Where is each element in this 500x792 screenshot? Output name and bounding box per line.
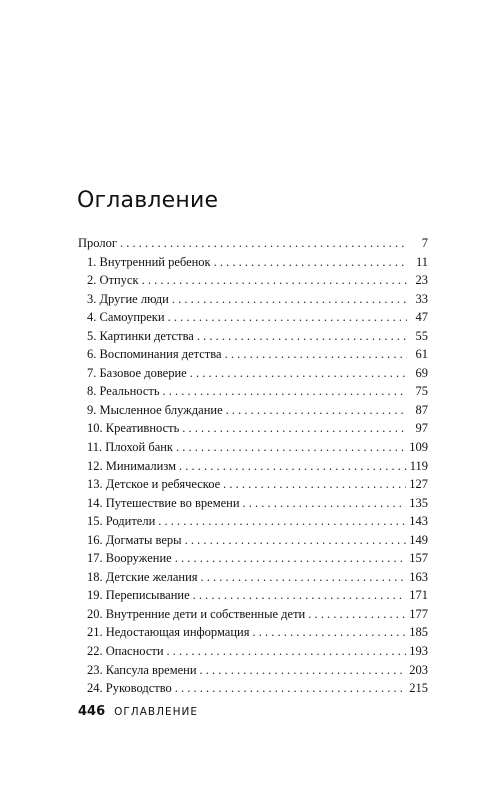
toc-entry-label: 20. Внутренние дети и собственные дети (87, 606, 306, 621)
dot-leader (175, 681, 406, 696)
dot-leader (193, 588, 407, 603)
dot-leader (167, 644, 407, 659)
toc-entry-label: 5. Картинки детства (87, 328, 194, 343)
toc-entry (78, 255, 428, 274)
toc-entry (78, 514, 428, 533)
dot-leader (142, 273, 407, 288)
toc-entry-page: 149 (409, 532, 428, 547)
toc-entry-page: 23 (415, 273, 428, 288)
toc-entry-label: 8. Реальность (87, 384, 160, 399)
toc-entry-page: 171 (409, 588, 428, 603)
toc-entry (78, 421, 428, 440)
footer-page-number: 446 (78, 704, 106, 719)
toc-entry-label: 21. Недостающая информация (87, 625, 250, 640)
toc-entry-label: 19. Переписывание (87, 588, 190, 603)
toc-entry-page: 109 (409, 440, 428, 455)
toc-entry (78, 273, 428, 292)
toc-entry (78, 681, 428, 700)
toc-entry-page: 203 (409, 662, 428, 677)
dot-leader (201, 570, 407, 585)
toc-entry-label: 4. Самоупреки (87, 310, 165, 325)
dot-leader (172, 292, 407, 307)
dot-leader (214, 255, 407, 270)
dot-leader (308, 607, 406, 622)
toc-entry (78, 533, 428, 552)
toc-entry-label: 1. Внутренний ребенок (87, 254, 211, 269)
toc-entry-page: 127 (409, 477, 428, 492)
toc-entry-page: 185 (409, 625, 428, 640)
toc-entry-page: 7 (421, 236, 428, 250)
toc-entry-label: 11. Плохой банк (87, 440, 173, 455)
toc-entry-label: 2. Отпуск (87, 273, 139, 288)
dot-leader (190, 366, 407, 381)
toc-entry-page: 55 (415, 328, 428, 343)
toc-entry-page: 135 (409, 495, 428, 510)
toc-entry-label: 15. Родители (87, 514, 156, 529)
page-title: Оглавление (77, 188, 219, 213)
toc-entry-label: 9. Мысленное блуждание (87, 402, 223, 417)
toc-entry (78, 329, 428, 348)
toc-entry-page: 193 (409, 644, 428, 659)
toc-entry-label: 23. Капсула времени (87, 662, 197, 677)
toc-entry (78, 310, 428, 329)
toc-entry-label: 13. Детское и ребяческое (87, 477, 221, 492)
toc-entry (78, 236, 428, 255)
toc-entry (78, 347, 428, 366)
table-of-contents (78, 236, 428, 700)
dot-leader (158, 514, 406, 529)
toc-entry (78, 384, 428, 403)
toc-entry-page: 119 (409, 458, 428, 473)
toc-entry-page: 163 (409, 569, 428, 584)
toc-entry-page: 143 (409, 514, 428, 529)
dot-leader (168, 310, 407, 325)
dot-leader (252, 625, 406, 640)
toc-entry (78, 292, 428, 311)
toc-entry (78, 663, 428, 682)
dot-leader (223, 477, 406, 492)
dot-leader (226, 403, 407, 418)
dot-leader (175, 551, 407, 566)
dot-leader (182, 421, 407, 436)
toc-entry-label: 6. Воспоминания детства (87, 347, 222, 362)
dot-leader (243, 496, 407, 511)
toc-entry-page: 61 (415, 347, 428, 362)
dot-leader (185, 533, 407, 548)
toc-entry-page: 47 (415, 310, 428, 325)
toc-entry-page: 87 (415, 402, 428, 417)
dot-leader (163, 384, 407, 399)
dot-leader (176, 440, 406, 455)
dot-leader (120, 236, 407, 251)
toc-entry-page: 69 (415, 365, 428, 380)
toc-entry-label: 24. Руководство (87, 681, 172, 696)
toc-entry-label: 10. Креативность (87, 421, 180, 436)
footer-running-title: ОГЛАВЛЕНИЕ (114, 706, 199, 718)
toc-entry-label: 7. Базовое доверие (87, 365, 187, 380)
toc-entry-label: 17. Вооружение (87, 551, 172, 566)
dot-leader (179, 459, 407, 474)
running-footer (78, 704, 198, 719)
toc-entry (78, 459, 428, 478)
toc-entry-page: 157 (409, 551, 428, 566)
dot-leader (197, 329, 407, 344)
toc-entry (78, 570, 428, 589)
toc-entry-page: 75 (415, 384, 428, 399)
toc-entry (78, 551, 428, 570)
toc-entry (78, 644, 428, 663)
toc-entry-page: 215 (409, 681, 428, 696)
toc-entry (78, 625, 428, 644)
toc-entry (78, 607, 428, 626)
toc-entry-label: 16. Догматы веры (87, 532, 182, 547)
toc-entry-page: 33 (415, 291, 428, 306)
toc-entry (78, 403, 428, 422)
toc-entry-page: 177 (409, 606, 428, 621)
dot-leader (225, 347, 407, 362)
toc-entry (78, 496, 428, 515)
toc-entry-label: 18. Детские желания (87, 569, 198, 584)
toc-entry-label: Пролог (78, 236, 117, 250)
toc-entry-label: 12. Минимализм (87, 458, 177, 473)
toc-entry (78, 477, 428, 496)
toc-entry (78, 588, 428, 607)
toc-entry-label: 3. Другие люди (87, 291, 169, 306)
toc-entry-label: 22. Опасности (87, 644, 164, 659)
toc-entry-page: 11 (415, 254, 428, 269)
toc-entry (78, 366, 428, 385)
toc-entry (78, 440, 428, 459)
toc-entry-page: 97 (415, 421, 428, 436)
dot-leader (200, 663, 407, 678)
toc-entry-label: 14. Путешествие во времени (87, 495, 240, 510)
